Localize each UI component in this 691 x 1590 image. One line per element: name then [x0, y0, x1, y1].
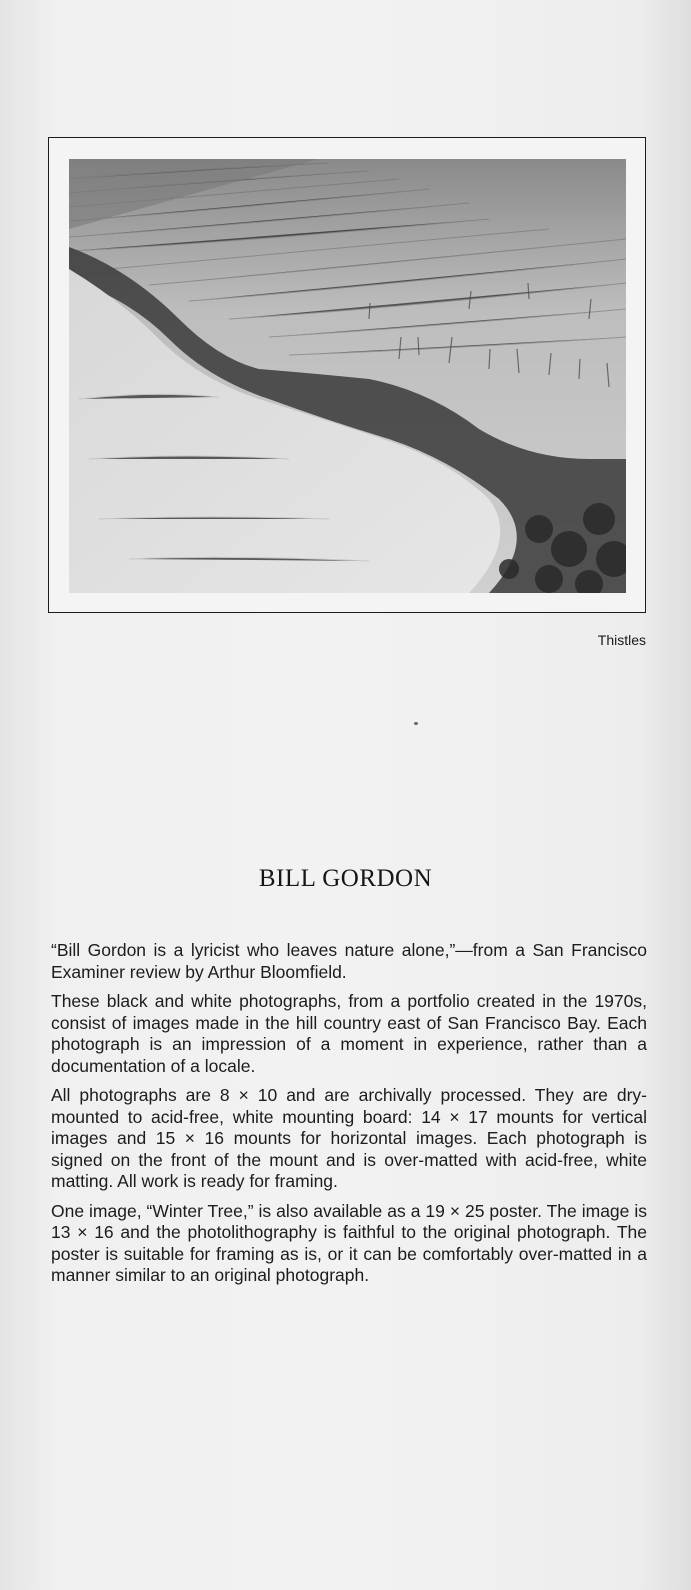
review-quote-paragraph: “Bill Gordon is a lyricist who leaves nature alone,”—from a San Francisco Examiner review by Arthur Bloomfield.	[51, 940, 647, 982]
mounting-paragraph: All photographs are 8 × 10 and are archivally processed. They are dry-mounted to acid-free, white mounting board: 14 × 17 mounts for vertical images and 15 × 16 mounts for horizontal images. Each photograph is signed on the front of the mount and is over-matted with acid-free, white matting. All work is ready for framing.	[51, 1085, 647, 1191]
photo-caption: Thistles	[597, 632, 646, 648]
thistles-photograph	[69, 159, 626, 593]
artist-name: BILL GORDON	[258, 865, 433, 892]
photo-frame	[48, 137, 646, 613]
description-text	[51, 940, 647, 1295]
dust-speck	[414, 722, 418, 725]
poster-paragraph: One image, “Winter Tree,” is also available as a 19 × 25 poster. The image is 13 × 16 and the photolithography is faithful to the original photograph. The poster is suitable for framing as is, or it can be comfortably over-matted in a manner similar to an original photograph.	[51, 1200, 647, 1285]
portfolio-paragraph: These black and white photographs, from a portfolio created in the 1970s, consist of images made in the hill country east of San Francisco Bay. Each photograph is an impression of a moment in experience, rather than a documentation of a locale.	[51, 991, 647, 1076]
